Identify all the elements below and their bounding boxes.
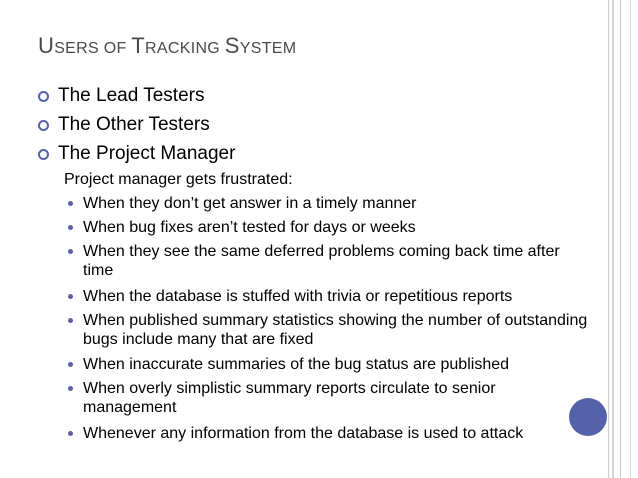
- ring-bullet-icon: [38, 91, 49, 102]
- slide-title: [38, 33, 296, 59]
- sub-bullet-text: Whenever any information from the database is used to attack: [83, 425, 524, 442]
- title-letter: U: [38, 33, 55, 58]
- sub-bullet-text: When inaccurate summaries of the bug status are published: [83, 356, 510, 373]
- title-small-caps: OF: [103, 40, 132, 57]
- title-small-caps: RACKING: [145, 40, 225, 57]
- dot-bullet-icon: [68, 386, 73, 391]
- title-letter: T: [131, 33, 146, 58]
- dot-bullet-icon: [68, 362, 73, 367]
- dot-bullet-icon: [68, 249, 73, 254]
- bullet-text: The Lead Testers: [58, 85, 205, 106]
- sub-bullet-text: When overly simplistic summary reports circulate to senior management: [83, 380, 496, 416]
- sub-bullet-text: When published summary statistics showing the number of outstanding bugs include many that are fixed: [83, 312, 588, 348]
- title-small-caps: SERS: [54, 40, 104, 57]
- bullet-text: The Other Testers: [58, 114, 210, 135]
- bullet-text: The Project Manager: [58, 143, 236, 164]
- sub-bullet-text: When the database is stuffed with trivia or repetitious reports: [83, 288, 513, 305]
- sub-bullet-text: When bug fixes aren’t tested for days or weeks: [83, 219, 416, 236]
- ring-bullet-icon: [38, 120, 49, 131]
- dot-bullet-icon: [68, 431, 73, 436]
- decorative-rule: [608, 0, 609, 478]
- dot-bullet-icon: [68, 318, 73, 323]
- dot-bullet-icon: [68, 225, 73, 230]
- decorative-rule: [612, 0, 614, 478]
- title-small-caps: YSTEM: [239, 40, 297, 57]
- dot-bullet-icon: [68, 201, 73, 206]
- sub-bullet-text: When they see the same deferred problems coming back time after time: [83, 243, 560, 279]
- sub-bullet-text: When they don’t get answer in a timely manner: [83, 195, 417, 212]
- dot-bullet-icon: [68, 294, 73, 299]
- sub-heading: Project manager gets frustrated:: [64, 171, 293, 188]
- title-letter: S: [224, 33, 240, 58]
- decorative-rule: [630, 0, 631, 478]
- ring-bullet-icon: [38, 149, 49, 160]
- decorative-rule: [620, 0, 621, 478]
